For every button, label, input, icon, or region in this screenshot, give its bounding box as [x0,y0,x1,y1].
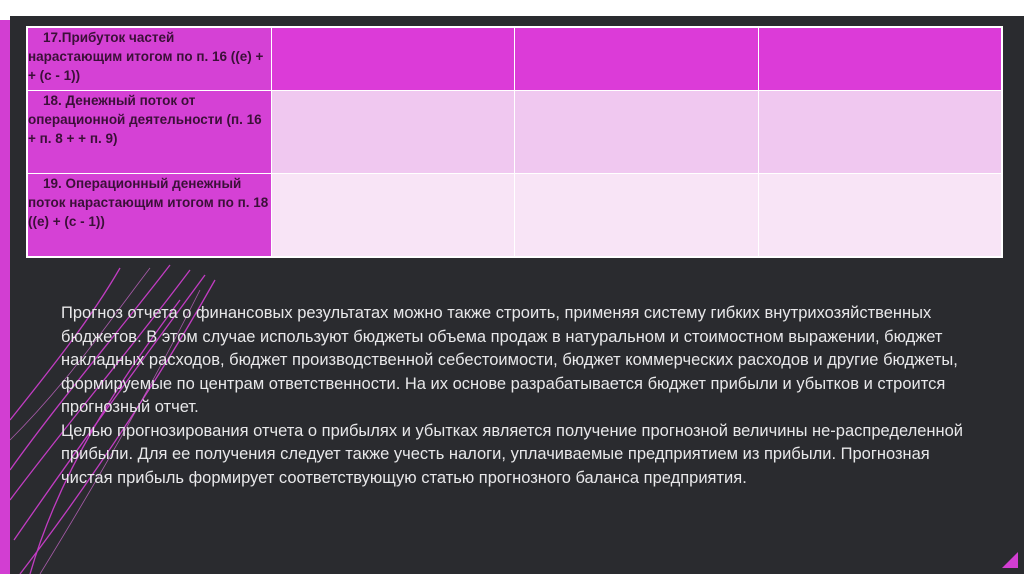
data-table-panel [26,26,1003,258]
table-cell [758,90,1001,173]
left-accent-bar [0,20,10,574]
table-cell [272,90,515,173]
body-text [61,302,981,490]
data-table [27,27,1002,257]
table-cell [272,173,515,256]
row-label: 18. Денежный поток от операционной деятельности (п. 16 + п. 8 + + п. 9) [28,90,272,173]
table-cell [272,28,515,91]
table-row [28,173,1002,256]
top-white-strip [0,0,1024,16]
table-cell [515,173,758,256]
paragraph-forecast-methods: Прогноз отчета о финансовых результатах можно также строить, применяя систему гибких внутрихозяйственных бюджетов. В этом случае используют бюджеты объема продаж в натуральном и стоимостном выражении, бюджет накладных расходов, бюджет производственной себестоимости, бюджет коммерческих расходов и другие бюджеты, формируемые по центрам ответственности. На их основе разрабатывается бюджет прибыли и убытков и строится прогнозный отчет. [61,304,958,416]
table-cell [515,28,758,91]
table-cell [758,173,1001,256]
table-cell [758,28,1001,91]
triangle-arrow-icon [1002,552,1018,568]
row-label: 17.Прибуток частей нарастающим итогом по п. 16 ((е) + + (с - 1)) [28,28,272,91]
table-cell [515,90,758,173]
paragraph-forecast-goal: Целью прогнозирования отчета о прибылях и убытках является получение прогнозной величины не-распределенной прибыли. Для ее получения следует также учесть налоги, уплачиваемые предприятием из прибыли. Прогнозная чистая прибыль формирует соответствующую статью прогнозного баланса предприятия. [61,421,964,487]
row-label: 19. Операционный денежный поток нарастающим итогом по п. 18 ((е) + (с - 1)) [28,173,272,256]
table-row [28,28,1002,91]
table-row [28,90,1002,173]
